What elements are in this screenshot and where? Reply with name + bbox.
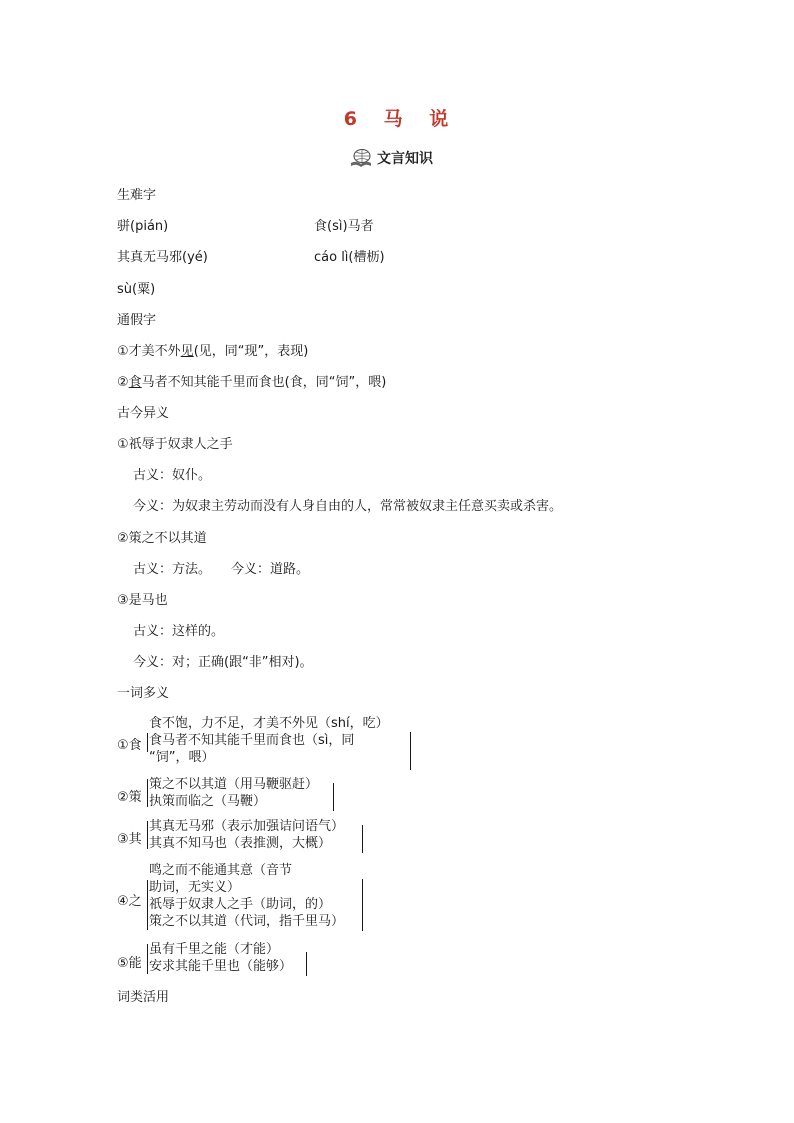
yici-group-neng bbox=[117, 942, 317, 978]
group-item: 食不饱，力不足，才美不外见（shí，吃） bbox=[149, 716, 389, 731]
group-item: 执策而临之（马鞭） bbox=[149, 794, 267, 809]
shengnan-heading: 生难字 bbox=[117, 188, 157, 203]
yici-heading: 一词多义 bbox=[117, 686, 170, 701]
key-char: 见 bbox=[180, 344, 194, 359]
group-label: ③其 bbox=[117, 832, 142, 847]
group-item: 安求其能千里也（能够） bbox=[149, 959, 293, 974]
group-brace-left bbox=[147, 733, 148, 752]
group-label: ⑤能 bbox=[117, 956, 142, 971]
shengnan-item-2: 食(sì)马者 bbox=[314, 219, 374, 234]
yici-group-qi bbox=[117, 819, 367, 853]
book-globe-icon bbox=[350, 148, 372, 168]
gujin-gu-2: 古义：方法。 bbox=[133, 562, 212, 577]
gujin-gu-1: 古义：奴仆。 bbox=[133, 468, 212, 483]
gujin-heading: 古今异义 bbox=[117, 406, 170, 421]
gujin-jin-3: 今义：对；正确(跟“非”相对)。 bbox=[133, 655, 313, 670]
group-item: 助词，无实义） bbox=[149, 880, 241, 895]
group-item: 其真不知马也（表推测，大概） bbox=[149, 836, 332, 851]
pinyin: pián bbox=[135, 219, 164, 234]
group-label: ④之 bbox=[117, 894, 142, 909]
group-brace-right bbox=[410, 732, 411, 770]
group-brace-left bbox=[147, 880, 148, 930]
group-item: 策之不以其道（用马鞭驱赶） bbox=[149, 777, 319, 792]
group-brace-right bbox=[333, 783, 334, 811]
gujin-phrase-2: ②策之不以其道 bbox=[117, 531, 207, 546]
group-item: 祇辱于奴隶人之手（助词，的） bbox=[149, 897, 332, 912]
key-char: 食 bbox=[128, 375, 142, 390]
yici-group-zhi bbox=[117, 863, 367, 933]
group-item: “饲”，喂） bbox=[149, 750, 215, 765]
group-brace-left bbox=[147, 779, 148, 807]
group-brace-right bbox=[362, 879, 363, 931]
group-item: 虽有千里之能（才能） bbox=[149, 942, 280, 957]
tongjia-item-1: ①才美不外见(见，同“现”，表现) bbox=[117, 344, 309, 359]
pinyin: sì bbox=[332, 219, 343, 234]
group-brace-left bbox=[147, 944, 148, 974]
gujin-jin-2: 今义：道路。 bbox=[231, 562, 310, 577]
shengnan-item-4: cáo lì(槽枥) bbox=[314, 250, 385, 265]
group-brace-right bbox=[306, 952, 307, 976]
group-item: 鸣之而不能通其意（音节 bbox=[149, 863, 293, 878]
tongjia-item-2: ②食马者不知其能千里而食也(食，同“饲”，喂) bbox=[117, 375, 387, 390]
gujin-gu-3: 古义：这样的。 bbox=[133, 624, 225, 639]
group-label: ①食 bbox=[117, 738, 142, 753]
title-char-2: 说 bbox=[429, 108, 451, 130]
tongjia-heading: 通假字 bbox=[117, 313, 157, 328]
group-label: ②策 bbox=[117, 790, 142, 805]
shengnan-item-3: 其真无马邪(yé) bbox=[117, 250, 208, 265]
cilei-heading: 词类活用 bbox=[117, 990, 170, 1005]
gujin-phrase-3: ③是马也 bbox=[117, 593, 168, 608]
page-title bbox=[0, 104, 794, 131]
title-number: 6 bbox=[343, 108, 359, 130]
group-brace-right bbox=[362, 825, 363, 853]
yici-group-ce bbox=[117, 777, 337, 811]
group-item: 策之不以其道（代词，指千里马） bbox=[149, 914, 345, 929]
shengnan-item-5: sù(粟) bbox=[117, 282, 156, 297]
group-item: 其真无马邪（表示加强诘问语气） bbox=[149, 819, 345, 834]
pinyin: yé bbox=[187, 250, 203, 265]
shengnan-item-1: 骈(pián) bbox=[117, 219, 169, 234]
yici-group-shi bbox=[117, 716, 417, 772]
section-badge bbox=[350, 146, 433, 170]
gujin-phrase-1: ①祇辱于奴隶人之手 bbox=[117, 437, 233, 452]
gujin-jin-1: 今义：为奴隶主劳动而没有人身自由的人，常常被奴隶主任意买卖或杀害。 bbox=[133, 499, 563, 514]
badge-label: 文言知识 bbox=[377, 151, 433, 167]
title-char-1: 马 bbox=[383, 108, 405, 130]
group-item: 食马者不知其能千里而食也（sì，同 bbox=[149, 733, 355, 748]
group-brace-left bbox=[147, 821, 148, 849]
